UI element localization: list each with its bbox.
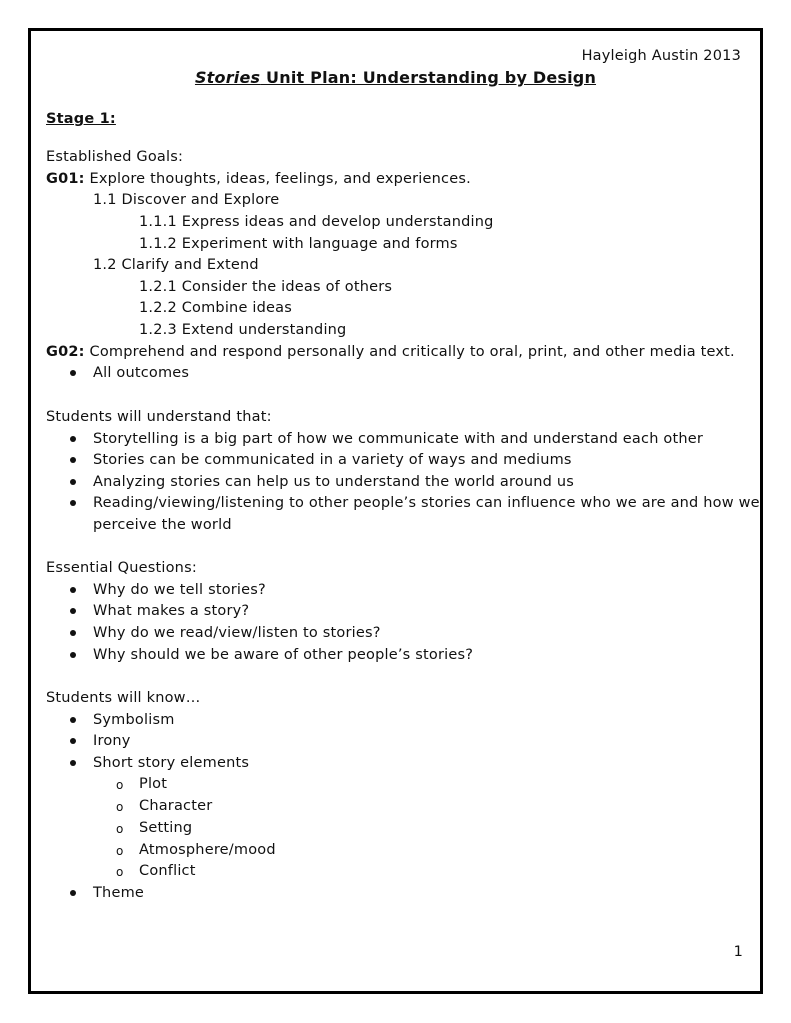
bullet-icon — [70, 652, 76, 658]
list-item: Stories can be communicated in a variety of ways and mediums — [93, 452, 572, 468]
list-item: Short story elements — [93, 755, 250, 771]
list-item: All outcomes — [93, 365, 190, 381]
bullet-icon — [70, 630, 76, 636]
bullet-icon — [70, 479, 76, 485]
understand-heading: Students will understand that: — [46, 409, 272, 425]
list-item: Why do we tell stories? — [93, 582, 266, 598]
sub-bullet-icon: o — [116, 822, 124, 836]
bullet-icon — [70, 587, 76, 593]
know-heading: Students will know… — [46, 690, 201, 706]
stage-heading: Stage 1: — [46, 111, 116, 127]
goal-g01-text: Explore thoughts, ideas, feelings, and experiences. — [84, 171, 471, 187]
outcome-1-1-1: 1.1.1 Express ideas and develop understanding — [139, 214, 494, 230]
sub-list-item: Conflict — [139, 863, 196, 879]
sub-list-item: Character — [139, 798, 213, 814]
bullet-icon — [70, 890, 76, 896]
bullet-icon — [70, 717, 76, 723]
title-italic: Stories — [194, 68, 261, 87]
title-rest: Unit Plan: Understanding by Design — [260, 68, 597, 87]
goal-g02-label: G02: — [46, 344, 85, 360]
list-item: Analyzing stories can help us to understand the world around us — [93, 474, 575, 490]
outcome-1-1: 1.1 Discover and Explore — [93, 192, 280, 208]
goal-g02-text: Comprehend and respond personally and critically to oral, print, and other media text. — [84, 344, 735, 360]
goal-g02 — [46, 343, 735, 361]
page-title — [0, 69, 791, 87]
list-item: Theme — [93, 885, 145, 901]
bullet-icon — [70, 436, 76, 442]
list-item: Why should we be aware of other people’s stories? — [93, 647, 474, 663]
goal-g01-label: G01: — [46, 171, 85, 187]
list-item: Storytelling is a big part of how we communicate with and understand each other — [93, 431, 704, 447]
bullet-icon — [70, 370, 76, 376]
goal-g01 — [46, 170, 471, 188]
outcome-1-2-1: 1.2.1 Consider the ideas of others — [139, 279, 393, 295]
bullet-icon — [70, 738, 76, 744]
outcome-1-1-2: 1.1.2 Experiment with language and forms — [139, 236, 458, 252]
questions-heading: Essential Questions: — [46, 560, 197, 576]
list-item: Reading/viewing/listening to other people’s stories can influence who we are and how we — [93, 495, 760, 511]
list-item: Irony — [93, 733, 131, 749]
sub-list-item: Atmosphere/mood — [139, 842, 276, 858]
sub-bullet-icon: o — [116, 800, 124, 814]
list-item: Symbolism — [93, 712, 175, 728]
outcome-1-2-3: 1.2.3 Extend understanding — [139, 322, 347, 338]
sub-list-item: Setting — [139, 820, 193, 836]
sub-bullet-icon: o — [116, 778, 124, 792]
page-number: 1 — [733, 944, 743, 960]
list-item: Why do we read/view/listen to stories? — [93, 625, 381, 641]
author-line: Hayleigh Austin 2013 — [581, 48, 741, 64]
list-item-continued: perceive the world — [93, 517, 232, 533]
bullet-icon — [70, 457, 76, 463]
bullet-icon — [70, 608, 76, 614]
goals-heading: Established Goals: — [46, 149, 184, 165]
outcome-1-2: 1.2 Clarify and Extend — [93, 257, 259, 273]
outcome-1-2-2: 1.2.2 Combine ideas — [139, 300, 292, 316]
sub-list-item: Plot — [139, 776, 168, 792]
bullet-icon — [70, 760, 76, 766]
list-item: What makes a story? — [93, 603, 250, 619]
sub-bullet-icon: o — [116, 865, 124, 879]
bullet-icon — [70, 500, 76, 506]
sub-bullet-icon: o — [116, 844, 124, 858]
